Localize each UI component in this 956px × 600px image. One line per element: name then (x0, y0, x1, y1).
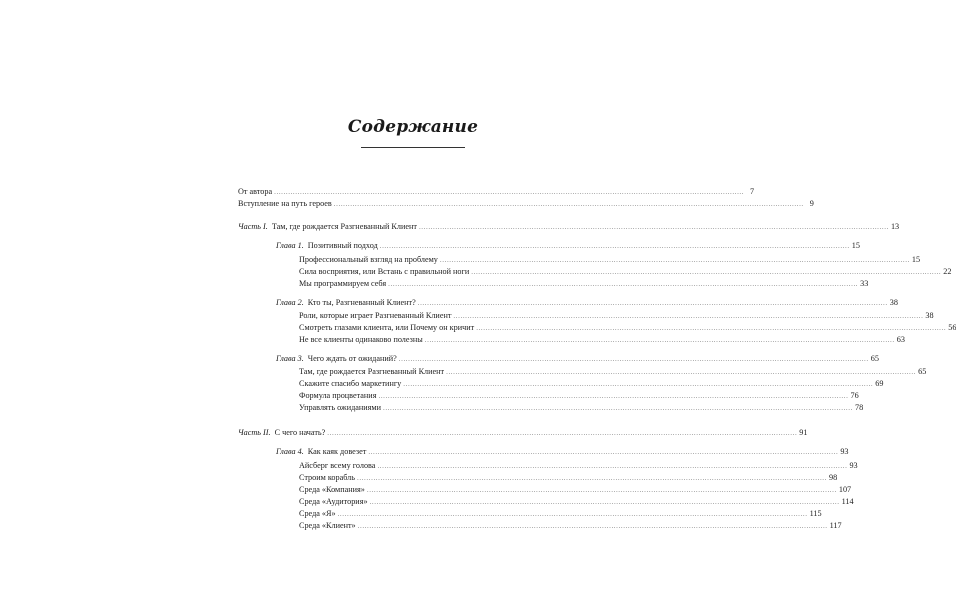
toc-entry-page-number: 115 (809, 509, 822, 518)
toc-entry-page-number: 33 (860, 279, 869, 288)
toc-entry-page-number: 93 (849, 461, 858, 470)
page-title: Содержание (347, 117, 479, 137)
toc-leader-dots: ........................................................................................................................................................................................................ (333, 200, 804, 208)
toc-entry-section (299, 378, 884, 390)
toc-leader-dots: ........................................................................................................................................................................................................ (424, 336, 895, 344)
toc-entry-title: Формула процветания (299, 391, 377, 400)
toc-entry-section (299, 520, 842, 532)
toc-leader-dots: ........................................................................................................................................................................................................ (403, 380, 874, 388)
toc-entry-prefix: Часть II. (238, 428, 271, 437)
toc-leader-dots: ........................................................................................................................................................................................................ (439, 256, 910, 264)
toc-entry-prefix: Глава 4. (276, 447, 304, 456)
toc-entry-title: Сила восприятия, или Встань с правильной ноги (299, 267, 470, 276)
toc-entry-page-number: 22 (943, 267, 952, 276)
toc-entry-title: Среда «Клиент» (299, 521, 356, 530)
toc-leader-dots: ........................................................................................................................................................................................................ (418, 223, 889, 231)
toc-entry-part (238, 221, 900, 233)
toc-entry-chapter (276, 297, 898, 309)
toc-entry-title: Кто ты, Разгневанный Клиент? (307, 298, 416, 307)
toc-entry-section (299, 334, 905, 346)
toc-entry-page-number: 91 (799, 428, 808, 437)
toc-entry-page-number: 56 (948, 323, 956, 332)
toc-entry-top (238, 198, 814, 210)
toc-leader-dots: ........................................................................................................................................................................................................ (476, 324, 947, 332)
toc-entry-page-number: 69 (875, 379, 884, 388)
toc-entry-prefix: Глава 1. (276, 241, 304, 250)
toc-entry-section (299, 322, 956, 334)
toc-leader-dots: ........................................................................................................................................................................................................ (357, 474, 827, 482)
toc-entry-section (299, 508, 822, 520)
toc-entry-title: Там, где рождается Разгневанный Клиент (299, 367, 445, 376)
toc-entry-page-number: 38 (925, 311, 934, 320)
toc-entry-part (238, 427, 808, 439)
toc-entry-chapter (276, 353, 879, 365)
toc-entry-page-number: 38 (889, 298, 898, 307)
toc-entry-title: От автора (238, 187, 273, 196)
toc-entry-title: Не все клиенты одинаково полезны (299, 335, 423, 344)
toc-entry-chapter (276, 240, 860, 252)
toc-entry-title: Там, где рождается Разгневанный Клиент (271, 222, 417, 231)
toc-entry-page-number: 65 (870, 354, 879, 363)
toc-entry-page-number: 93 (840, 447, 849, 456)
toc-entry-section (299, 366, 927, 378)
toc-entry-title: Мы программируем себя (299, 279, 387, 288)
toc-entry-title: Айсберг всему голова (299, 461, 376, 470)
toc-leader-dots: ........................................................................................................................................................................................................ (446, 368, 917, 376)
toc-entry-top (238, 186, 755, 198)
toc-entry-prefix: Часть I. (238, 222, 268, 231)
toc-entry-title: Смотреть глазами клиента, или Почему он кричит (299, 323, 475, 332)
toc-leader-dots: ........................................................................................................................................................................................................ (369, 498, 840, 506)
toc-leader-dots: ........................................................................................................................................................................................................ (366, 486, 837, 494)
toc-entry-page-number: 7 (750, 187, 755, 196)
toc-leader-dots: ........................................................................................................................................................................................................ (378, 392, 849, 400)
toc-entry-prefix: Глава 2. (276, 298, 304, 307)
toc-entry-title: Профессиональный взгляд на проблему (299, 255, 438, 264)
toc-entry-section (299, 402, 864, 414)
toc-entry-section (299, 472, 838, 484)
toc-entry-title: Среда «Я» (299, 509, 336, 518)
toc-entry-title: Позитивный подход (307, 241, 378, 250)
toc-entry-page-number: 13 (890, 222, 900, 231)
toc-entry-page-number: 98 (829, 473, 838, 482)
toc-entry-prefix: Глава 3. (276, 354, 304, 363)
toc-entry-page-number: 15 (851, 241, 860, 250)
toc-entry-page-number: 114 (841, 497, 854, 506)
toc-entry-title: Вступление на путь героев (238, 199, 332, 208)
toc-entry-section (299, 254, 921, 266)
toc-entry-title: Строим корабль (299, 473, 355, 482)
toc-leader-dots: ........................................................................................................................................................................................................ (453, 312, 924, 320)
toc-entry-page-number: 117 (829, 521, 842, 530)
toc-entry-section (299, 390, 859, 402)
toc-entry-title: Среда «Аудитория» (299, 497, 368, 506)
toc-entry-title: Среда «Компания» (299, 485, 365, 494)
toc-entry-title: Чего ждать от ожиданий? (307, 354, 397, 363)
toc-entry-title: С чего начать? (274, 428, 326, 437)
toc-entry-page-number: 63 (896, 335, 905, 344)
toc-entry-chapter (276, 446, 849, 458)
toc-leader-dots: ........................................................................................................................................................................................................ (274, 188, 745, 196)
toc-entry-page-number: 107 (838, 485, 852, 494)
toc-leader-dots: ........................................................................................................................................................................................................ (368, 448, 839, 456)
toc-entry-section (299, 460, 858, 472)
toc-entry-section (299, 496, 854, 508)
toc-leader-dots: ........................................................................................................................................................................................................ (388, 280, 859, 288)
toc-leader-dots: ........................................................................................................................................................................................................ (398, 355, 869, 363)
toc-leader-dots: ........................................................................................................................................................................................................ (471, 268, 942, 276)
toc-entry-section (299, 266, 952, 278)
toc-leader-dots: ........................................................................................................................................................................................................ (377, 462, 848, 470)
toc-entry-page-number: 15 (911, 255, 921, 264)
toc-entry-page-number: 65 (918, 367, 927, 376)
toc-entry-title: Скажите спасибо маркетингу (299, 379, 402, 388)
toc-entry-section (299, 310, 934, 322)
toc-entry-title: Роли, которые играет Разгневанный Клиент (299, 311, 452, 320)
toc-leader-dots: ........................................................................................................................................................................................................ (382, 404, 853, 412)
toc-leader-dots: ........................................................................................................................................................................................................ (337, 510, 808, 518)
toc-leader-dots: ........................................................................................................................................................................................................ (417, 299, 888, 307)
toc-entry-page-number: 9 (809, 199, 814, 208)
toc-entry-page-number: 76 (850, 391, 859, 400)
toc-leader-dots: ........................................................................................................................................................................................................ (327, 429, 798, 437)
toc-entry-title: Как каяк довезет (307, 447, 367, 456)
toc-entry-title: Управлять ожиданиями (299, 403, 381, 412)
toc-entry-section (299, 278, 869, 290)
toc-entry-section (299, 484, 852, 496)
toc-leader-dots: ........................................................................................................................................................................................................ (357, 522, 828, 530)
toc-entry-page-number: 78 (854, 403, 864, 412)
toc-leader-dots: ........................................................................................................................................................................................................ (379, 242, 850, 250)
